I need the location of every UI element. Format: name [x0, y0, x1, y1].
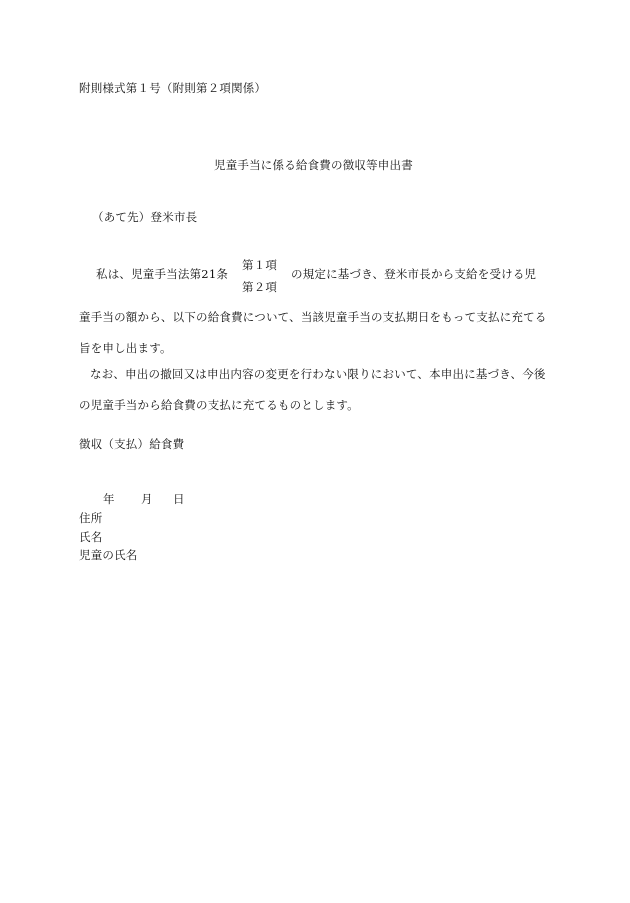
paragraph1-line2: 童手当の額から、以下の給食費について、当該児童手当の支払期日をもって支払に充てる	[79, 310, 547, 324]
paragraph1-item2: 第２項	[242, 280, 278, 294]
paragraph1-rest: の規定に基づき、登米市長から支給を受ける児	[291, 267, 537, 281]
date-day-label: 日	[173, 492, 185, 506]
paragraph1-item1: 第１項	[242, 258, 278, 272]
paragraph2-line2: の児童手当から給食費の支払に充てるものとします。	[79, 398, 359, 412]
name-label: 氏名	[79, 530, 103, 544]
date-row	[79, 491, 199, 507]
paragraph1-line3: 旨を申し出ます。	[79, 341, 172, 355]
paragraph2-line1: なお、申出の撤回又は申出内容の変更を行わない限りにおいて、本申出に基づき、今後	[90, 367, 546, 381]
date-year-label: 年	[103, 492, 115, 506]
collection-label: 徴収（支払）給食費	[79, 437, 185, 451]
form-number: 附則様式第１号（附則第２項関係）	[79, 81, 267, 95]
document-title: 児童手当に係る給食費の徴収等申出書	[214, 158, 413, 172]
child-name-label: 児童の氏名	[79, 548, 138, 562]
date-month-label: 月	[141, 492, 153, 506]
paragraph1-lead: 私は、児童手当法第21条	[96, 267, 229, 281]
addressee: （あて先）登米市長	[92, 210, 198, 224]
address-label: 住所	[79, 511, 103, 525]
